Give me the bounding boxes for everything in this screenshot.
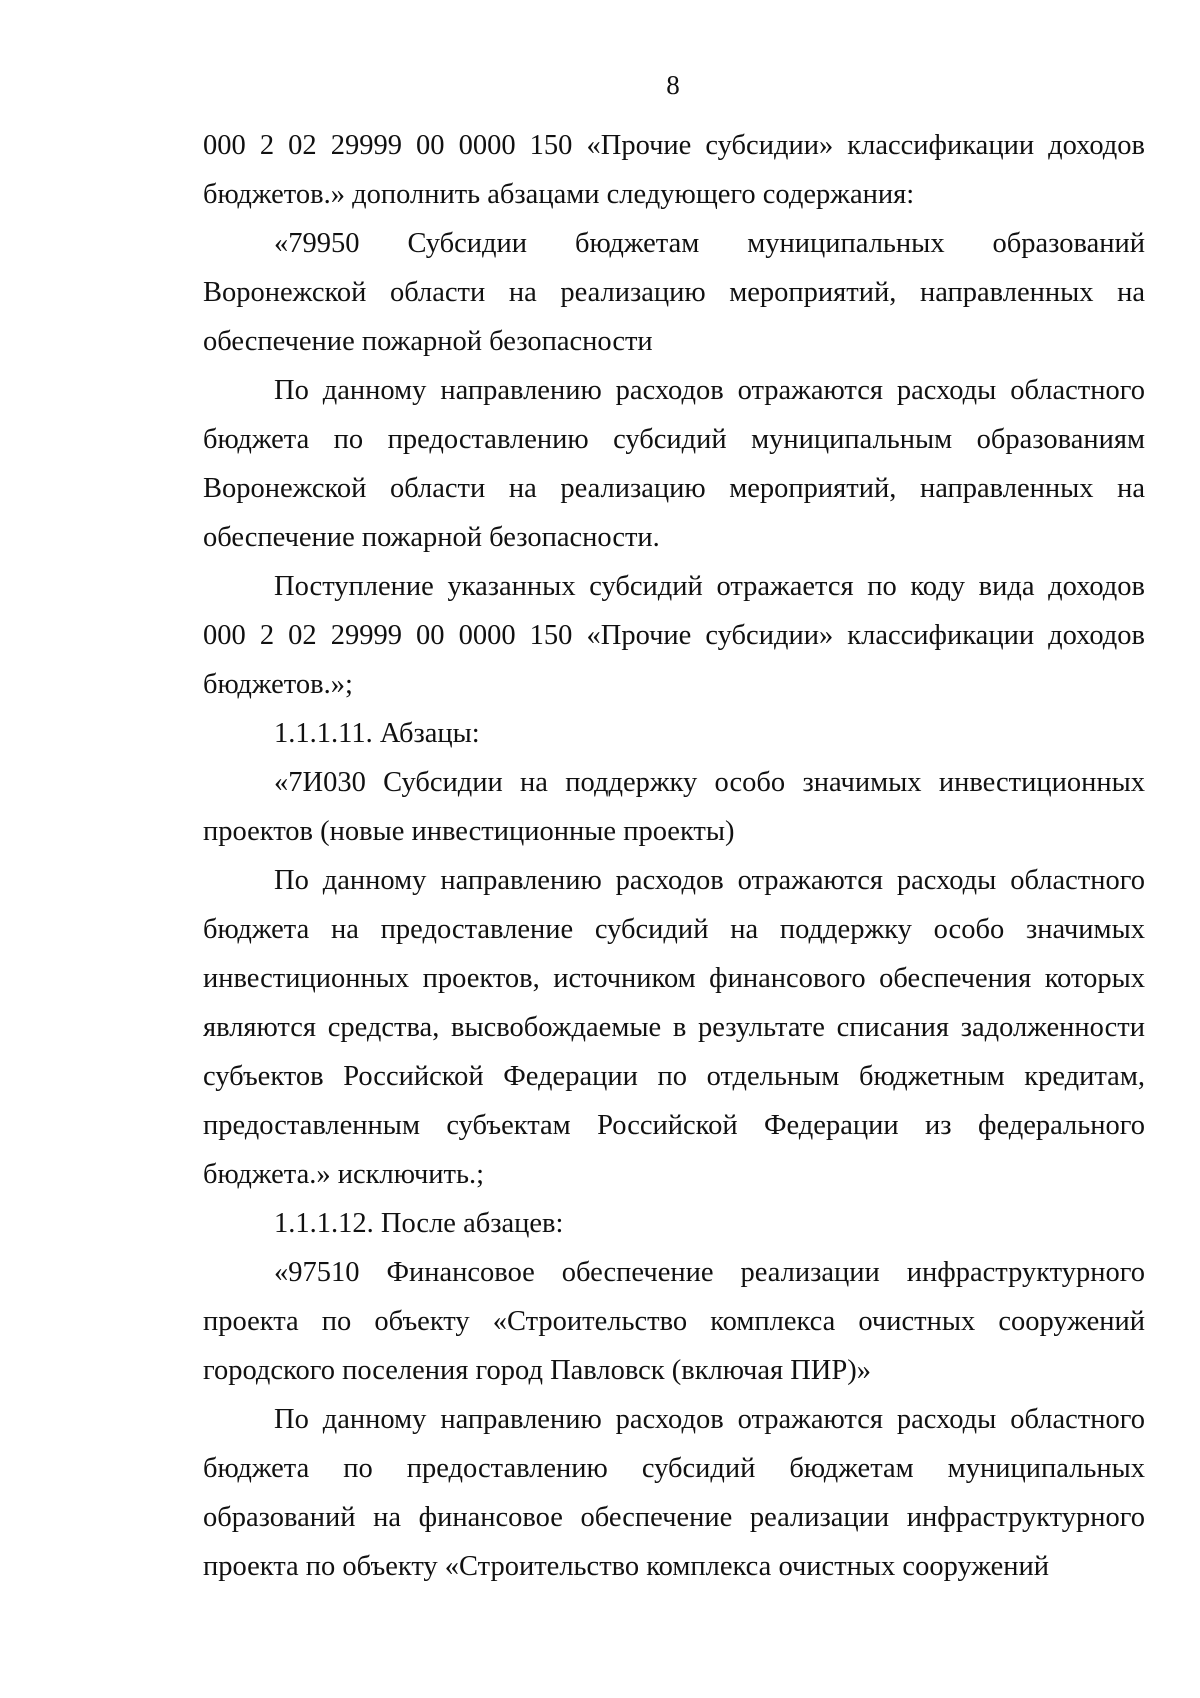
paragraph-9: «97510 Финансовое обеспечение реализации инфраструктурного проекта по объекту «Строительство комплекса очистных сооружений городского поселения город Павловск (включая ПИР)» bbox=[203, 1257, 1145, 1386]
paragraph-6: «7И030 Субсидии на поддержку особо значимых инвестиционных проектов (новые инвестиционные проекты) bbox=[203, 767, 1145, 847]
paragraph-4: Поступление указанных субсидий отражается по коду вида доходов 000 2 02 29999 00 0000 150 «Прочие субсидии» классификации доходов бюджетов.»; bbox=[203, 571, 1145, 700]
document-body bbox=[203, 121, 1145, 1591]
paragraph-1: 000 2 02 29999 00 0000 150 «Прочие субсидии» классификации доходов бюджетов.» дополнить абзацами следующего содержания: bbox=[203, 130, 1145, 210]
paragraph-2: «79950 Субсидии бюджетам муниципальных образований Воронежской области на реализацию мероприятий, направленных на обеспечение пожарной безопасности bbox=[203, 228, 1145, 357]
paragraph-8: 1.1.1.12. После абзацев: bbox=[274, 1208, 564, 1239]
paragraph-5: 1.1.1.11. Абзацы: bbox=[274, 718, 480, 749]
paragraph-10: По данному направлению расходов отражаются расходы областного бюджета по предоставлению субсидий бюджетам муниципальных образований на финансовое обеспечение реализации инфраструктурного проекта по объекту «Строительство комплекса очистных сооружений bbox=[203, 1404, 1145, 1582]
page-number: 8 bbox=[666, 70, 680, 100]
paragraph-3: По данному направлению расходов отражаются расходы областного бюджета по предоставлению субсидий муниципальным образованиям Воронежской области на реализацию мероприятий, направленных на обеспечение пожарной безопасности. bbox=[203, 375, 1145, 553]
paragraph-7: По данному направлению расходов отражаются расходы областного бюджета на предоставление субсидий на поддержку особо значимых инвестиционных проектов, источником финансового обеспечения которых являются средства, высвобождаемые в результате списания задолженности субъектов Российской Федерации по отдельным бюджетным кредитам, предоставленным субъектам Российской Федерации из федерального бюджета.» исключить.; bbox=[203, 865, 1145, 1190]
